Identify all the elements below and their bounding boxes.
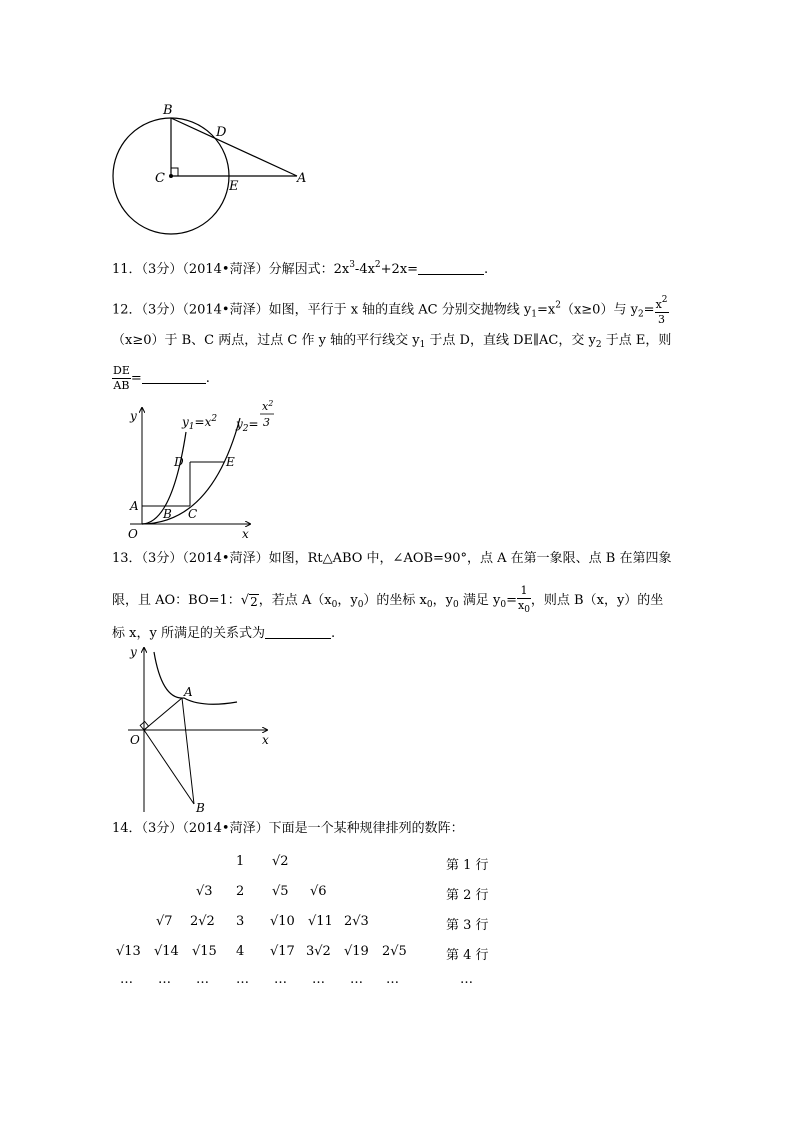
array-cell: 2√2 (190, 914, 215, 929)
ellipsis: … (312, 972, 325, 987)
question-12-line-3 (112, 364, 210, 393)
array-cell: √2 (272, 854, 289, 869)
label-b: B (163, 507, 172, 521)
label-y2: $y_2=$ (236, 417, 259, 434)
q13-line2g: = (506, 593, 517, 608)
question-14-line-1 (112, 820, 464, 838)
q12-sub2: 2 (637, 309, 644, 320)
q13-line2h: ，则点 B（x，y）的坐 (530, 593, 664, 608)
q13-sub0c: 0 (426, 600, 433, 610)
label-x: x (242, 527, 249, 541)
question-11 (112, 256, 488, 279)
label-e: E (229, 179, 239, 194)
q12-mid2: （x≥0）与 y (560, 302, 638, 318)
array-cell: 2√3 (344, 914, 369, 929)
array-cell: √19 (344, 944, 369, 959)
array-cell: √17 (270, 944, 295, 959)
q13-line2f: 满足 y (458, 593, 501, 608)
array-cell: √7 (156, 914, 173, 929)
array-cell: 3 (236, 914, 245, 929)
q13-sub0e: 0 (500, 600, 507, 610)
q12-ratio-den: AB (113, 379, 130, 392)
array-cell: 3√2 (306, 944, 331, 959)
array-cell: √11 (308, 914, 333, 929)
q12-eq: = (643, 302, 655, 318)
row-label-2: 第 2 行 (446, 888, 489, 903)
q13-line2e: ，y (432, 593, 453, 608)
q11-expr-c: +2x= (380, 262, 419, 277)
label-d: D (174, 455, 184, 469)
q13-sub0b: 0 (357, 600, 364, 610)
answer-blank-13[interactable] (265, 626, 331, 639)
ellipsis: … (386, 972, 399, 987)
answer-blank-12[interactable] (142, 371, 206, 384)
q12-fraction (655, 293, 669, 327)
hyperbola-figure (112, 640, 277, 815)
q12-frac-exp: 2 (661, 295, 668, 305)
answer-blank-11[interactable] (418, 262, 484, 275)
array-cell: √13 (116, 944, 141, 959)
q12-line2a: （x≥0）于 B、C 两点，过点 C 作 y 轴的平行线交 y (112, 333, 420, 348)
q12-ratio (112, 364, 131, 393)
ellipsis: … (460, 972, 473, 987)
row-label-1: 第 1 行 (446, 858, 489, 873)
q13-line2c: ，y (337, 593, 358, 608)
q11-exp-a: 3 (349, 260, 355, 270)
segment-oa (144, 698, 182, 730)
q12-sub1: 1 (531, 309, 537, 320)
array-cell: √6 (310, 884, 327, 899)
question-13-line-2 (112, 584, 663, 617)
label-a: A (130, 499, 139, 513)
question-12-line-1 (112, 293, 669, 327)
ellipsis: … (158, 972, 171, 987)
q11-expr-a: 2x (333, 262, 350, 277)
parabola-figure (112, 398, 272, 543)
q13-frac-den: x (517, 599, 525, 612)
q12-ratio-eq: = (130, 371, 142, 386)
label-c: C (188, 507, 198, 521)
label-x: x (262, 733, 269, 747)
label-a: A (184, 685, 193, 699)
array-cell: 2 (236, 884, 245, 899)
q11-text: 11．（3分）（2014•菏泽）分解因式： (112, 262, 334, 277)
label-y: y (130, 645, 137, 659)
ellipsis: … (350, 972, 363, 987)
ellipsis: … (196, 972, 209, 987)
q13-frac-num: 1 (517, 584, 531, 599)
q12-mid1: =x (536, 302, 556, 318)
label-o: O (130, 733, 140, 747)
label-c: C (155, 171, 165, 186)
sqrt-2-value: 2 (250, 595, 258, 609)
segment-ba (171, 118, 297, 176)
q13-end: . (330, 626, 336, 641)
array-cell: √14 (154, 944, 179, 959)
array-cell: √15 (192, 944, 217, 959)
q13-line2a: 限，且 AO：BO=1： (112, 593, 241, 608)
question-12-line-2 (112, 332, 671, 354)
label-o: O (128, 527, 138, 541)
q11-end: . (484, 262, 489, 277)
q12-line2c: 于点 E，则 (601, 333, 672, 348)
label-e: E (226, 455, 235, 469)
q12-line2b: 于点 D，直线 DE∥AC，交 y (425, 333, 596, 348)
q12-line2sub2: 2 (595, 340, 602, 350)
label-y: y (130, 409, 137, 423)
row-label-4: 第 4 行 (446, 948, 489, 963)
q13-line2d: ）的坐标 x (363, 593, 427, 608)
label-y2-num: $x^2$ (262, 399, 274, 413)
label-y2-den: 3 (263, 416, 270, 429)
array-cell: 2√5 (382, 944, 407, 959)
q11-exp-b: 2 (374, 260, 381, 270)
circle-triangle-figure (100, 100, 320, 235)
q13-line1: 13．（3分）（2014•菏泽）如图，Rt△ABO 中，∠AOB=90°，点 A 在第一象限、点 B 在第四象 (112, 551, 672, 566)
label-b: B (163, 103, 173, 118)
question-13-line-1 (112, 550, 671, 568)
label-b: B (196, 801, 205, 815)
array-cell: √10 (270, 914, 295, 929)
sqrt-2: √ 2 (240, 593, 258, 609)
q12-line1: 12．（3分）（2014•菏泽）如图，平行于 x 轴的直线 AC 分别交抛物线 y (112, 302, 532, 318)
ellipsis: … (120, 972, 133, 987)
q13-frac-den-sub: 0 (524, 605, 530, 615)
row-label-3: 第 3 行 (446, 918, 489, 933)
center-point (169, 174, 173, 178)
q13-fraction (517, 584, 531, 617)
label-y1: $y_1=x^2$ (182, 414, 218, 432)
q12-ratio-num: DE (113, 364, 130, 377)
q13-line2b: ，若点 A（x (258, 593, 332, 608)
q13-sub0a: 0 (331, 600, 338, 610)
array-cell: √3 (196, 884, 213, 899)
q12-line2sub: 1 (419, 340, 426, 350)
q13-line3: 标 x，y 所满足的关系式为 (112, 626, 265, 641)
hyperbola-curve (154, 652, 237, 704)
array-cell: √5 (272, 884, 289, 899)
label-d: D (216, 125, 227, 140)
q12-frac-den: 3 (658, 313, 666, 326)
q12-exp1: 2 (555, 300, 561, 311)
ellipsis: … (274, 972, 287, 987)
q12-frac-num: x (655, 298, 662, 311)
array-cell: 4 (236, 944, 245, 959)
label-a: A (297, 171, 307, 186)
q11-expr-b: -4x (354, 262, 375, 277)
q12-end: . (205, 371, 210, 386)
q14-line1: 14．（3分）（2014•菏泽）下面是一个某种规律排列的数阵： (112, 821, 464, 836)
ellipsis: … (236, 972, 249, 987)
q13-sub0d: 0 (452, 600, 459, 610)
array-cell: 1 (236, 854, 245, 869)
